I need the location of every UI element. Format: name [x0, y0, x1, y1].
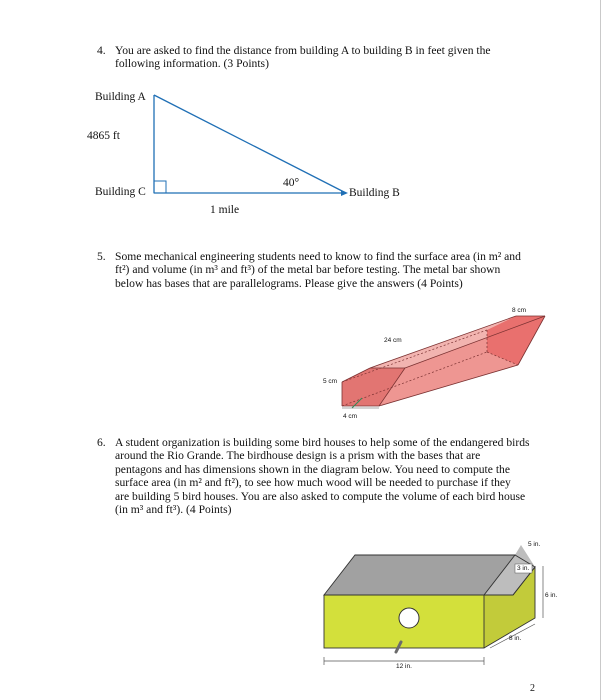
birdhouse-eave-label: 3 in. — [517, 565, 530, 572]
base-label: 1 mile — [210, 204, 240, 216]
metal-bar-top-label: 8 cm — [512, 307, 527, 314]
roof-face — [324, 555, 515, 595]
birdhouse-length-label: 12 in. — [396, 663, 412, 670]
birdhouse-roof-label: 5 in. — [528, 541, 541, 548]
metal-bar-height-label: 5 cm — [323, 378, 338, 385]
question-4-line-1: You are asked to find the distance from building A to building B in feet given the — [115, 44, 491, 57]
question-6-line-5: are building 5 bird houses. You are also asked to compute the volume of each bird house — [115, 489, 526, 503]
building-b-label: Building B — [349, 187, 400, 199]
question-5-number: 5. — [97, 250, 106, 263]
birdhouse-depth-label: 8 in. — [509, 635, 522, 642]
angle-label: 40° — [283, 177, 300, 189]
page-number: 2 — [530, 683, 535, 694]
triangle-hypotenuse — [154, 95, 346, 193]
metal-bar-base-label: 4 cm — [343, 413, 358, 420]
metal-bar-length-label: 24 cm — [384, 337, 402, 344]
birdhouse-wall-label: 6 in. — [545, 592, 558, 599]
question-6-line-6: (in m³ and ft³). (4 Points) — [115, 503, 232, 517]
triangle-diagram — [154, 95, 346, 193]
question-6 — [97, 436, 530, 516]
question-4-line-2: following information. (3 Points) — [115, 57, 269, 71]
right-angle-marker — [154, 181, 166, 193]
height-label: 4865 ft — [87, 130, 120, 142]
question-6-number: 6. — [97, 436, 106, 449]
building-b-arrowhead — [341, 190, 348, 196]
building-c-label: Building C — [95, 186, 146, 198]
question-5 — [97, 250, 521, 290]
question-5-line-1: Some mechanical engineering students need to know to find the surface area (in m² and — [115, 250, 521, 263]
question-6-line-2: around the Rio Grande. The birdhouse design is a prism with the bases that are — [115, 449, 481, 463]
metal-bar-diagram — [342, 316, 545, 408]
question-6-line-4: surface area (in m² and ft²), to see how much wood will be needed to purchase if they — [115, 476, 511, 490]
question-5-line-3: below has bases that are parallelograms. Please give the answers (4 Points) — [115, 276, 463, 290]
building-a-label: Building A — [95, 91, 146, 103]
question-4-number: 4. — [97, 44, 106, 57]
birdhouse-diagram — [324, 545, 543, 665]
question-6-line-3: pentagons and has dimensions shown in the diagram below. You need to compute the — [115, 462, 510, 476]
entrance-hole — [399, 608, 419, 628]
question-5-line-2: ft²) and volume (in m³ and ft³) of the metal bar before testing. The metal bar shown — [115, 263, 501, 277]
question-6-line-1: A student organization is building some bird houses to help some of the endangered birds — [115, 436, 530, 449]
